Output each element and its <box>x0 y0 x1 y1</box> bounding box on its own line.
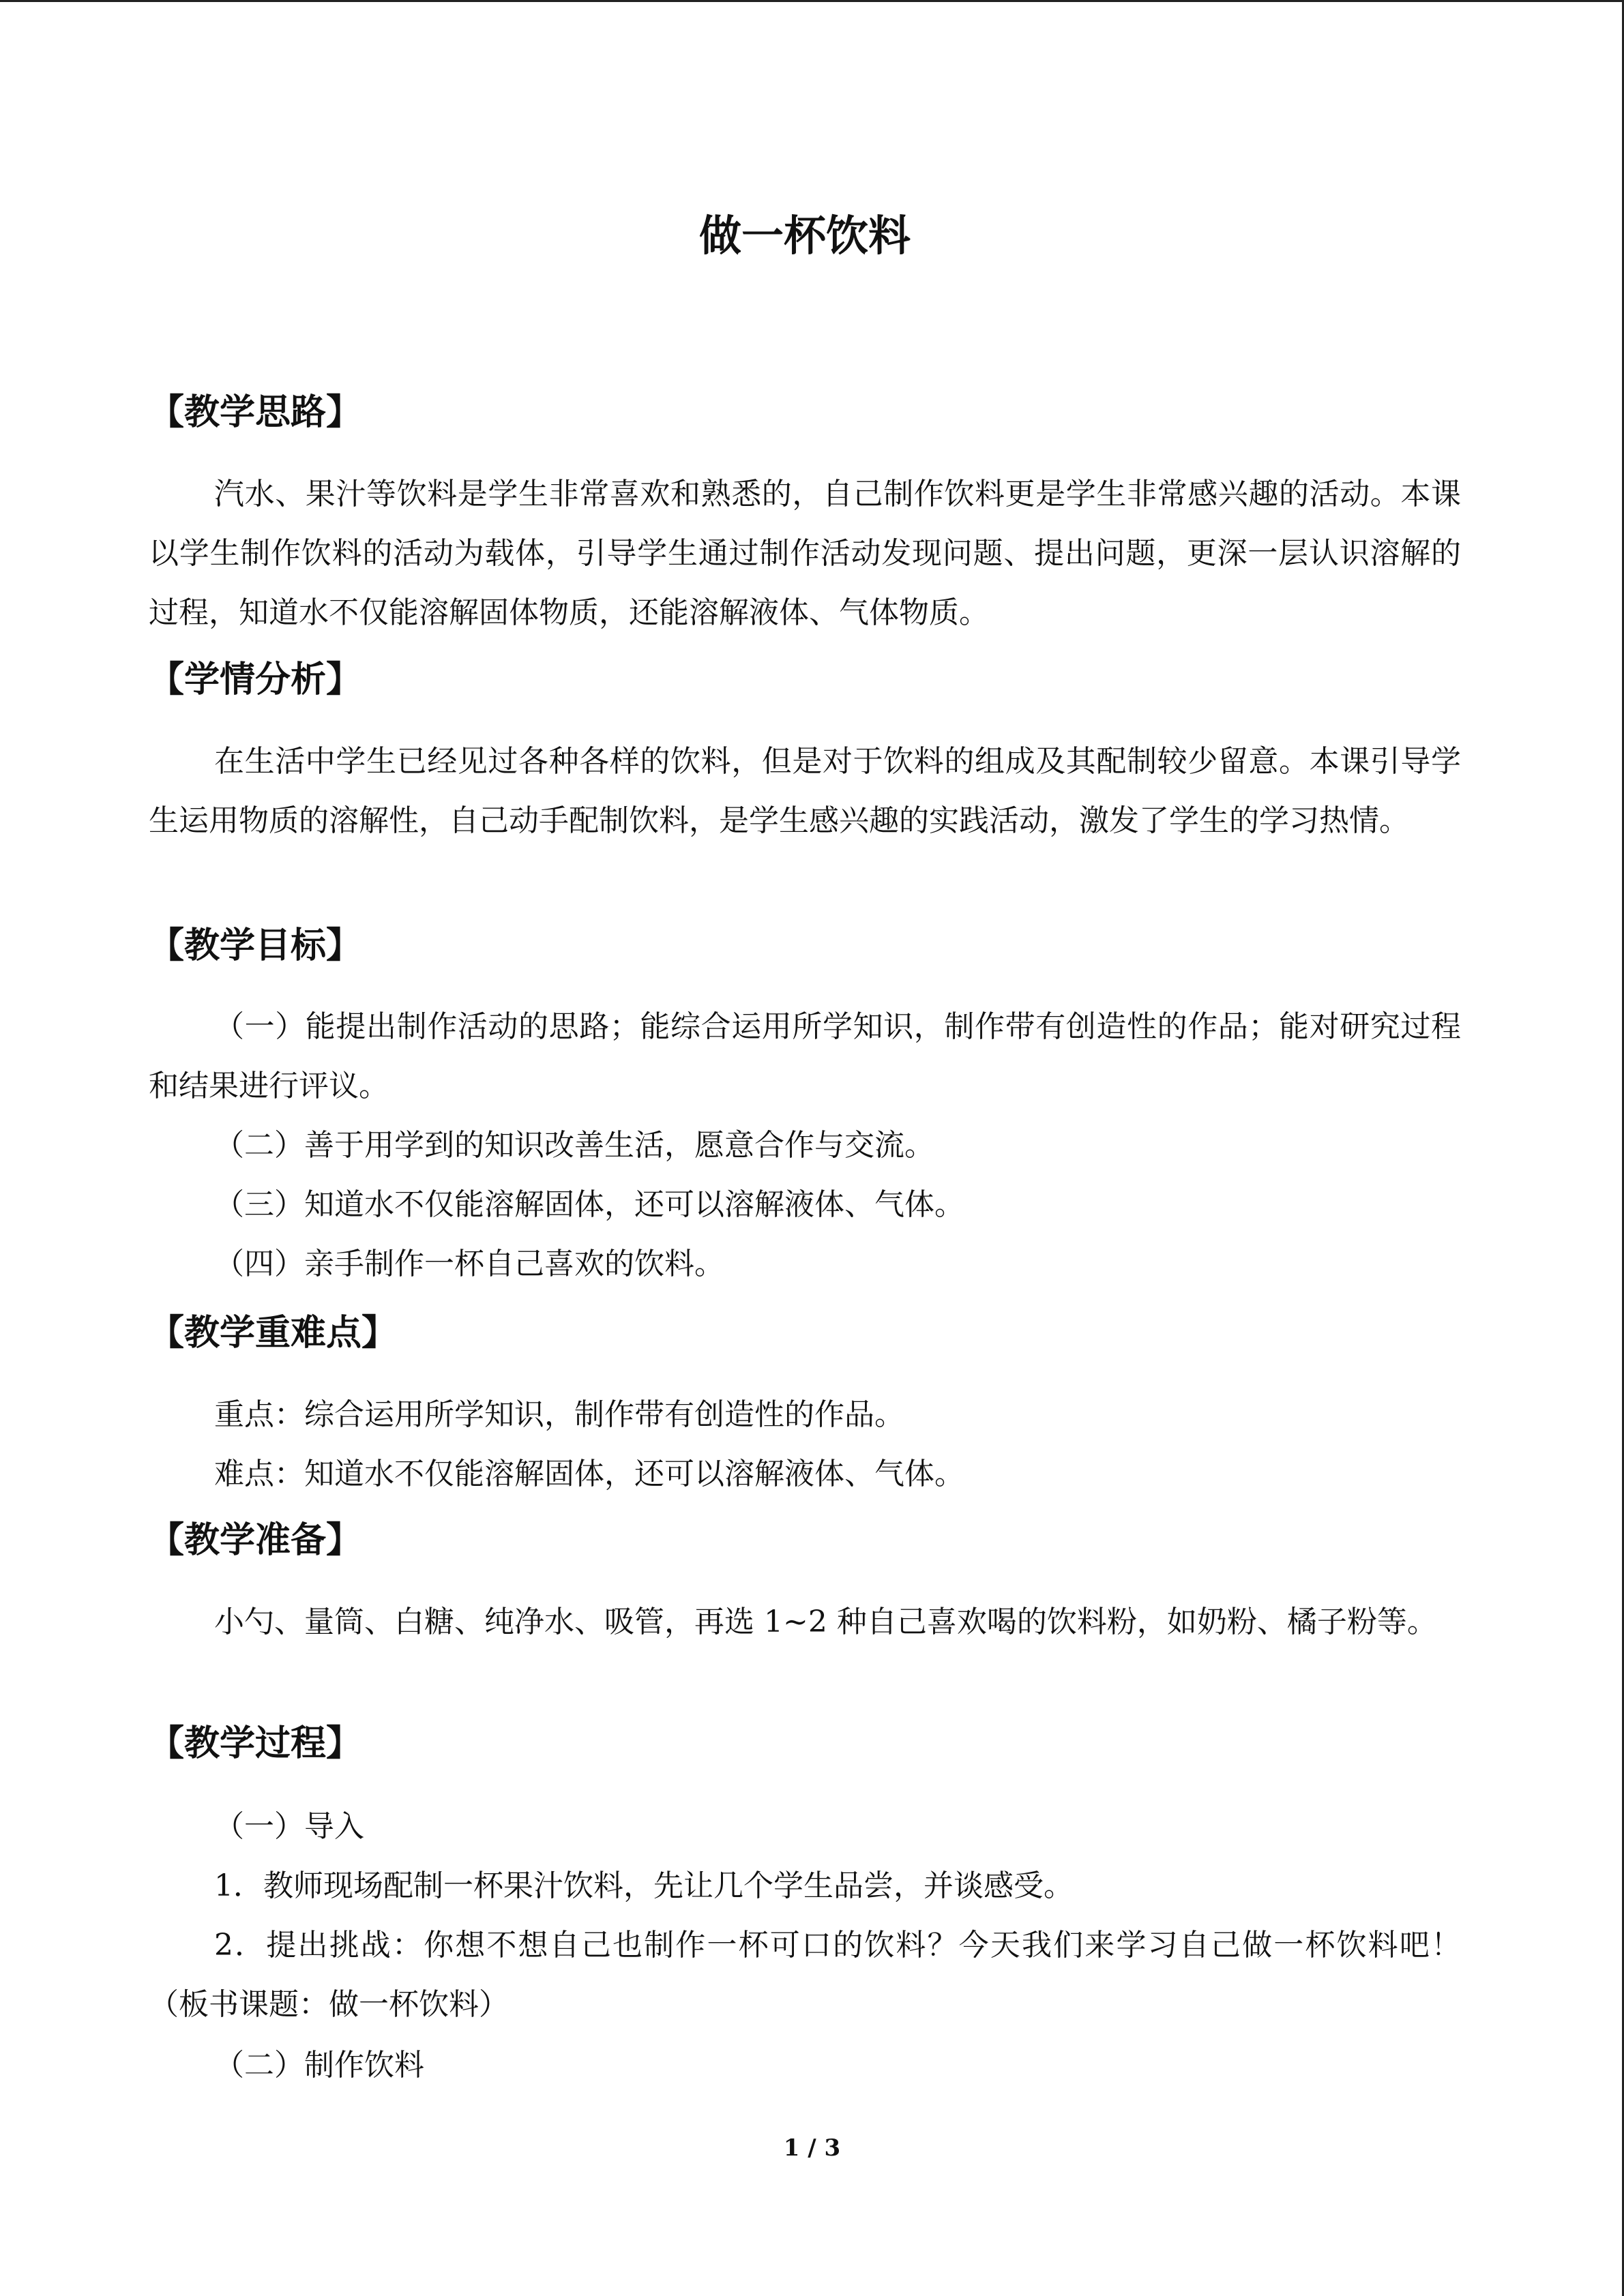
goal-item-2: （二）善于用学到的知识改善生活，愿意合作与交流。 <box>214 1128 934 1163</box>
heading-key-difficult-points: 【教学重难点】 <box>149 1313 398 1354</box>
difficult-point: 难点：知道水不仅能溶解固体，还可以溶解液体、气体。 <box>214 1457 964 1491</box>
paragraph-student-analysis: 在生活中学生已经见过各种各样的饮料，但是对于饮料的组成及其配制较少留意。本课引导学生运用物质的溶解性，自己动手配制饮料，是学生感兴趣的实践活动，激发了学生的学习热情。 <box>149 744 1461 838</box>
process-item-step-1: 1．教师现场配制一杯果汁饮料，先让几个学生品尝，并谈感受。 <box>214 1868 1074 1903</box>
key-point: 重点：综合运用所学知识，制作带有创造性的作品。 <box>214 1397 904 1432</box>
process-item-make-drink: （二）制作饮料 <box>214 2048 424 2083</box>
paragraph-teaching-thinking: 汽水、果汁等饮料是学生非常喜欢和熟悉的，自己制作饮料更是学生非常感兴趣的活动。本课以学生制作饮料的活动为载体，引导学生通过制作活动发现问题、提出问题，更深一层认识溶解的过程，知道水不仅能溶解固体物质，还能溶解液体、气体物质。 <box>149 477 1461 630</box>
heading-teaching-preparation: 【教学准备】 <box>149 1520 362 1561</box>
process-item-step-2: 2．提出挑战：你想不想自己也制作一杯可口的饮料？今天我们来学习自己做一杯饮料吧！（板书课题：做一杯饮料） <box>149 1928 1461 2022</box>
heading-teaching-process: 【教学过程】 <box>149 1723 362 1764</box>
goal-item-3: （三）知道水不仅能溶解固体，还可以溶解液体、气体。 <box>214 1187 964 1222</box>
goal-item-4: （四）亲手制作一杯自己喜欢的饮料。 <box>214 1247 724 1281</box>
process-item-intro: （一）导入 <box>214 1809 364 1844</box>
goal-item-1: （一）能提出制作活动的思路；能综合运用所学知识，制作带有创造性的作品；能对研究过程和结果进行评议。 <box>149 1009 1461 1103</box>
heading-teaching-goals: 【教学目标】 <box>149 925 362 966</box>
page-border-top <box>0 0 1624 2</box>
heading-student-analysis: 【学情分析】 <box>149 659 362 700</box>
heading-teaching-thinking: 【教学思路】 <box>149 392 362 433</box>
document-title: 做一杯饮料 <box>698 211 911 260</box>
page-number: 1 / 3 <box>783 2134 841 2162</box>
paragraph-teaching-preparation: 小勺、量筒、白糖、纯净水、吸管，再选 1~2 种自己喜欢喝的饮料粉，如奶粉、橘子粉等。 <box>214 1605 1437 1639</box>
